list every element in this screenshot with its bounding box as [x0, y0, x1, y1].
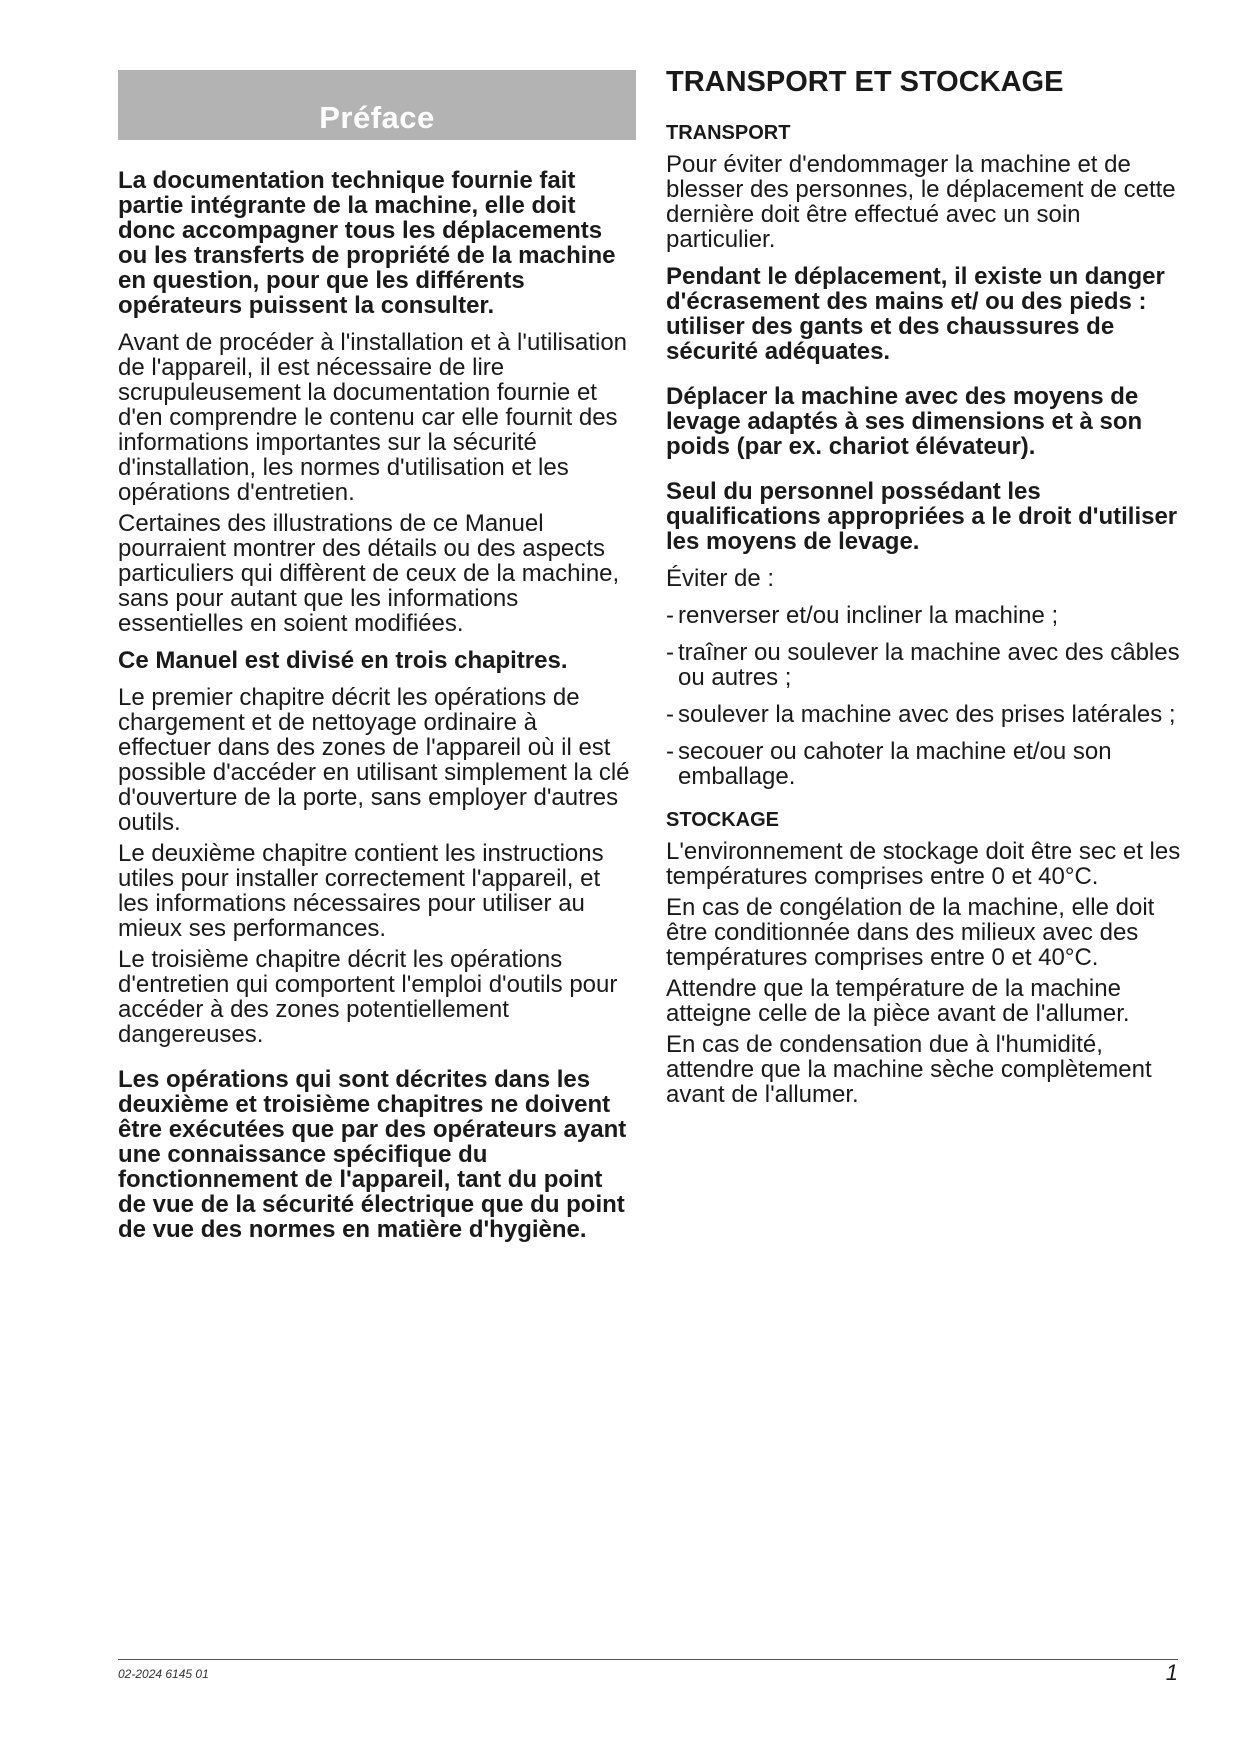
- chapter1-paragraph: Le premier chapitre décrit les opérations de chargement et de nettoyage ordinaire à effectuer dans des zones de l'appareil où il est possible d'accéder en utilisant simplement la clé d'ouverture de la porte, sans employer d'autres outils.: [118, 684, 630, 836]
- chapter2-paragraph: Le deuxième chapitre contient les instructions utiles pour installer correctement l'appareil, et les informations nécessaires pour utiliser au mieux ses performances.: [118, 840, 604, 942]
- preface-column: [118, 70, 636, 1242]
- chapters-heading: Ce Manuel est divisé en trois chapitres.: [118, 647, 568, 674]
- chapter3-paragraph: Le troisième chapitre décrit les opérations d'entretien qui comportent l'emploi d'outils pour accéder à des zones potentiellement dangereuses.: [118, 946, 618, 1048]
- list-item: - secouer ou cahoter la machine et/ou son emballage.: [666, 738, 1112, 790]
- dash-bullet-icon: -: [666, 738, 674, 765]
- preface-title: Préface: [319, 100, 435, 135]
- preface-illustrations-paragraph: Certaines des illustrations de ce Manuel pourraient montrer des détails ou des aspects particuliers qui diffèrent de ceux de la machine, sans pour autant que les informations essentielles en soient modifiées.: [118, 510, 620, 637]
- preface-intro: La documentation technique fournie fait partie intégrante de la machine, elle doit donc accompagner tous les déplacements ou les transferts de propriété de la machine en question, pour que les différents opérateurs puissent la consulter.: [118, 167, 616, 319]
- storage-paragraph-3: Attendre que la température de la machine atteigne celle de la pièce avant de l'allumer.: [666, 975, 1130, 1027]
- transport-storage-title: TRANSPORT ET STOCKAGE: [666, 66, 1064, 98]
- page-number: 1: [1165, 1660, 1178, 1685]
- list-item: - renverser et/ou incliner la machine ;: [666, 602, 1059, 629]
- crush-hazard-warning: Pendant le déplacement, il existe un danger d'écrasement des mains et/ ou des pieds : utiliser des gants et des chaussures de sécurité adéquates.: [666, 263, 1165, 365]
- qualified-operators-warning: Les opérations qui sont décrites dans les deuxième et troisième chapitres ne doivent être exécutées que par des opérateurs ayant une connaissance spécifique du fonctionnement de l'appareil, tant du point de vue de la sécurité électrique que du point de vue des normes en matière d'hygiène.: [118, 1066, 627, 1243]
- preface-install-paragraph: Avant de procéder à l'installation et à l'utilisation de l'appareil, il est nécessaire de lire scrupuleusement la documentation fournie et d'en comprendre le contenu car elle fournit des informations importantes sur la sécurité d'installation, les normes d'utilisation et les opérations d'entretien.: [118, 329, 628, 506]
- preface-banner: [118, 70, 636, 140]
- dash-bullet-icon: -: [666, 639, 674, 666]
- storage-paragraph-2: En cas de congélation de la machine, elle doit être conditionnée dans des milieux avec des températures comprises entre 0 et 40°C.: [666, 894, 1155, 971]
- transport-storage-column: [666, 66, 1190, 1108]
- storage-paragraph-1: L'environnement de stockage doit être sec et les températures comprises entre 0 et 40°C.: [666, 838, 1181, 890]
- transport-heading: TRANSPORT: [666, 122, 791, 144]
- avoid-label: Éviter de :: [666, 565, 775, 592]
- list-item: - soulever la machine avec des prises latérales ;: [666, 701, 1176, 728]
- storage-paragraph-4: En cas de condensation due à l'humidité, attendre que la machine sèche complètement avant de l'allumer.: [666, 1031, 1152, 1108]
- dash-bullet-icon: -: [666, 602, 674, 629]
- dash-bullet-icon: -: [666, 701, 674, 728]
- qualified-personnel-warning: Seul du personnel possédant les qualifications appropriées a le droit d'utiliser les moyens de levage.: [666, 478, 1178, 555]
- avoid-list: [666, 603, 1190, 789]
- storage-heading: STOCKAGE: [666, 809, 779, 831]
- footer-divider: [118, 1659, 1178, 1660]
- lifting-means-warning: Déplacer la machine avec des moyens de levage adaptés à ses dimensions et à son poids (par ex. chariot élévateur).: [666, 383, 1143, 460]
- list-item: - traîner ou soulever la machine avec des câbles ou autres ;: [666, 639, 1180, 691]
- transport-intro: Pour éviter d'endommager la machine et de blesser des personnes, le déplacement de cette dernière doit être effectué avec un soin particulier.: [666, 151, 1176, 253]
- document-code: 02-2024 6145 01: [118, 1667, 209, 1681]
